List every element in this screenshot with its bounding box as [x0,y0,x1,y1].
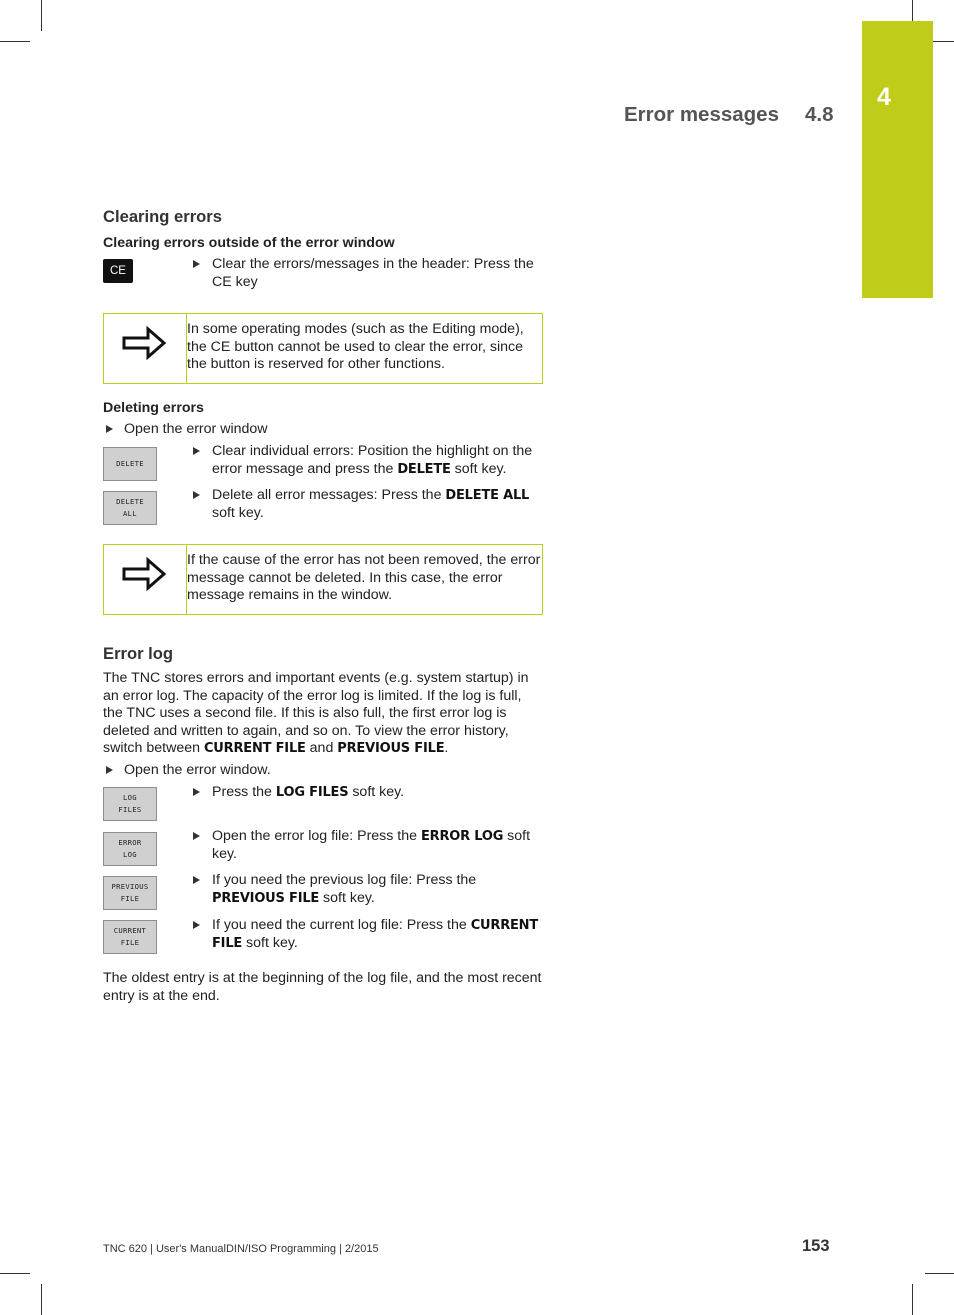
arrow-right-icon [121,555,169,595]
note-text-delete: If the cause of the error has not been removed, the error message cannot be deleted. In this case, the error message remains in the window. [187,552,541,604]
running-header-title: Error messages [624,103,779,126]
step-delete: Clear individual errors: Position the highlight on the error message and press the DELETE soft key. [190,443,544,478]
note-box-delete [103,544,543,615]
arrow-right-icon [121,324,169,364]
note-box-ce [103,313,543,384]
softkey-current-file[interactable]: CURRENT FILE [103,920,157,954]
key-name: PREVIOUS FILE [212,890,320,906]
key-name: ERROR LOG [420,829,504,844]
step-ce [190,256,544,291]
key-name: DELETE ALL [445,488,530,503]
softkey-delete[interactable]: DELETE [103,447,157,481]
crop-mark [912,1284,913,1315]
softkey-delete-all[interactable]: DELETE ALL [103,491,157,525]
triangle-bullet-icon [193,447,200,455]
triangle-bullet-icon [193,876,200,884]
step-current-file: If you need the current log file: Press the CURRENT FILE soft key. [190,917,544,952]
triangle-bullet-icon [193,832,200,840]
running-header-number: 4.8 [804,103,834,126]
step-open-error-window-log: Open the error window. [103,762,271,780]
key-name: LOG FILES [275,785,349,800]
error-log-intro: The TNC stores errors and important events (e.g. system startup) in an error log. The capacity of the error log is limited. If the log is full, the TNC uses a second file. If this is also full, the first error log is deleted and written to again, and so on. To view the error history, switch between CURRENT FILE and PREVIOUS FILE. [103,670,529,757]
note-icon-cell [104,314,187,383]
triangle-bullet-icon [193,921,200,929]
key-name: CURRENT FILE [203,741,306,757]
softkey-log-files[interactable]: LOG FILES [103,787,157,821]
key-name: PREVIOUS FILE [337,741,445,757]
error-log-closing: The oldest entry is at the beginning of the log file, and the most recent entry is at the end. [103,970,542,1004]
running-header [624,103,833,127]
softkey-previous-file[interactable]: PREVIOUS FILE [103,876,157,910]
crop-mark [925,1273,954,1274]
triangle-bullet-icon [193,788,200,796]
key-name: CURRENT FILE [212,918,539,951]
note-text-ce: In some operating modes (such as the Editing mode), the CE button cannot be used to clear the error, since the button is reserved for other functions. [187,321,524,373]
footer-text: TNC 620 | User's ManualDIN/ISO Programming | 2/2015 [103,1243,379,1255]
chapter-number: 4 [877,83,891,111]
crop-mark [0,41,30,42]
subheading-deleting-errors: Deleting errors [103,400,204,416]
step-error-log: Open the error log file: Press the ERROR LOG soft key. [190,828,544,863]
step-log-files: Press the LOG FILES soft key. [190,784,544,802]
crop-mark [912,0,913,21]
page-number: 153 [802,1237,830,1255]
step-previous-file: If you need the previous log file: Press the PREVIOUS FILE soft key. [190,872,544,907]
key-name: DELETE [397,461,451,477]
section-heading-clearing-errors: Clearing errors [103,207,222,226]
crop-mark [41,0,42,31]
softkey-error-log[interactable]: ERROR LOG [103,832,157,866]
chapter-tab [862,21,933,298]
triangle-bullet-icon [193,491,200,499]
step-ce-text: Clear the errors/messages in the header: Press the CE key [212,256,534,290]
ce-key-icon: CE [103,259,133,283]
triangle-bullet-icon [193,260,200,268]
step-delete-all: Delete all error messages: Press the DELETE ALL soft key. [190,487,544,522]
note-icon-cell [104,545,187,614]
crop-mark [0,1273,30,1274]
triangle-bullet-icon [106,425,113,433]
step-open-error-window [103,421,268,439]
step-open-error-window-text: Open the error window [124,421,268,437]
triangle-bullet-icon [106,766,113,774]
subheading-outside-window: Clearing errors outside of the error window [103,235,395,251]
section-heading-error-log: Error log [103,644,174,663]
crop-mark [41,1284,42,1315]
